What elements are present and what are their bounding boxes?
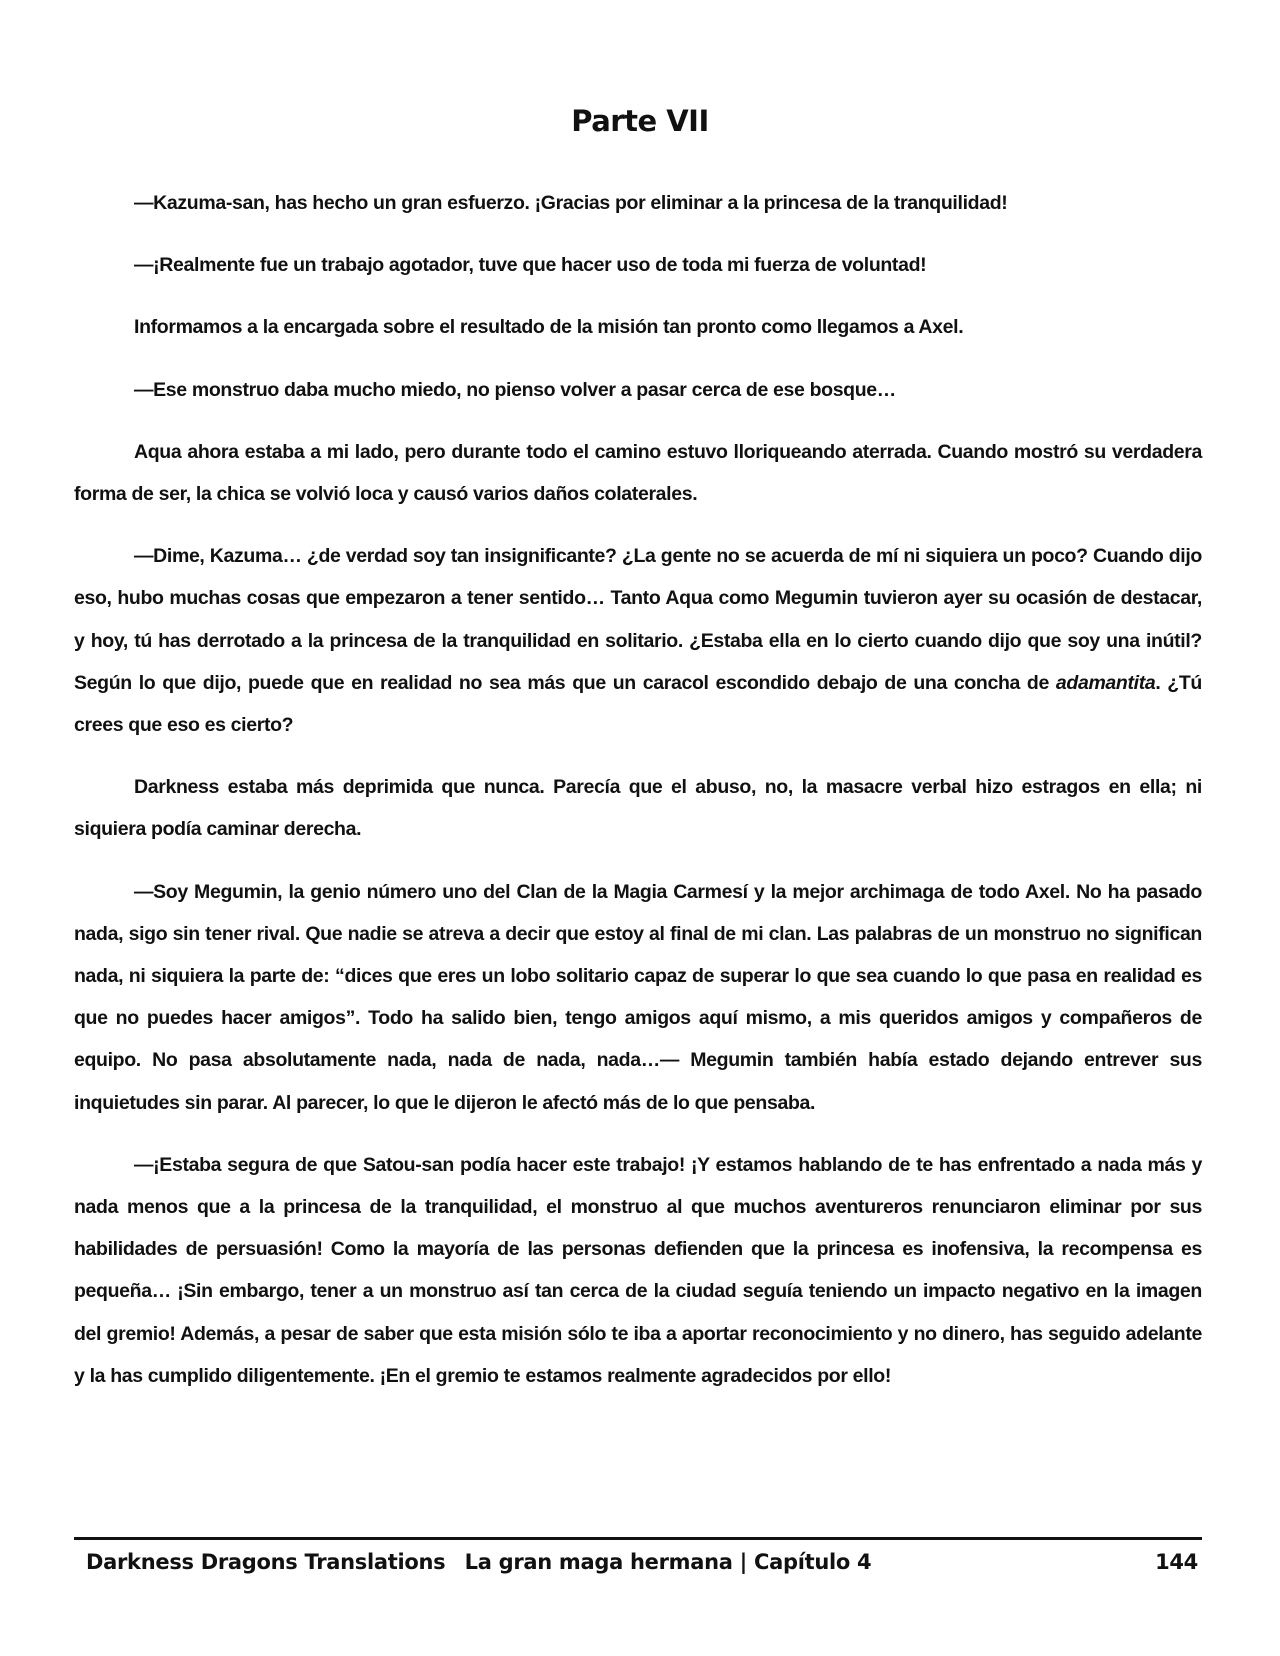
paragraph-4: —Ese monstruo daba mucho miedo, no pienso volver a pasar cerca de ese bosque… [134,378,896,401]
section-heading: Parte VII [571,104,709,138]
paragraph-1: —Kazuma-san, has hecho un gran esfuerzo. ¡Gracias por eliminar a la princesa de la tranquilidad! [134,192,1008,214]
footer-divider [74,1537,1202,1540]
page-footer [74,1550,1202,1582]
paragraph-8: —Soy Megumin, la genio número uno del Clan de la Magia Carmesí y la mejor archimaga de todo Axel. No ha pasado nada, sigo sin tener rival. Que nadie se atreva a decir que estoy al final de mi clan. Las palabras de un monstruo no significan nada, ni siquiera la parte de: “dices que eres un lobo solitario capaz de superar lo que sea cuando lo que pasa en realidad es que no puedes hacer amigos”. Todo ha salido bien, tengo amigos aquí mismo, a mis queridos amigos y compañeros de equipo. No pasa absolutamente nada, nada de nada, nada…— Megumin también había estado dejando entrever sus inquietudes sin parar. Al parecer, lo que le dijeron le afectó más de lo que pensaba. [74,880,1202,1114]
paragraph-5: Aqua ahora estaba a mi lado, pero durante todo el camino estuvo lloriqueando aterrada. Cuando mostró su verdadera forma de ser, la chica se volvió loca y causó varios daños colaterales. [74,440,1202,506]
footer-page-number: 144 [1155,1550,1198,1574]
paragraph-6-after: . ¿Tú crees que eso es cierto? [74,671,1202,737]
footer-center [74,1550,1202,1574]
paragraph-7: Darkness estaba más deprimida que nunca. Parecía que el abuso, no, la masacre verbal hizo estragos en ella; ni siquiera podía caminar derecha. [74,776,1202,841]
paragraph-9: —¡Estaba segura de que Satou-san podía hacer este trabajo! ¡Y estamos hablando de te has enfrentado a nada más y nada menos que a la princesa de la tranquilidad, el monstruo al que muchos aventureros renunciaron eliminar por sus habilidades de persuasión! Como la mayoría de las personas defienden que la princesa es inofensiva, la recompensa es pequeña… ¡Sin embargo, tener a un monstruo así tan cerca de la ciudad seguía teniendo un impacto negativo en la imagen del gremio! Además, a pesar de saber que esta misión sólo te iba a aportar reconocimiento y no dinero, has seguido adelante y la has cumplido diligentemente. ¡En el gremio te estamos realmente agradecidos por ello! [74,1153,1202,1387]
paragraph-6 [74,535,1202,746]
footer-publisher: Darkness Dragons Translations [86,1550,446,1574]
paragraph-3: Informamos a la encargada sobre el resultado de la misión tan pronto como llegamos a Axel. [134,316,964,339]
paragraph-6-italic-term: adamantita [1055,671,1156,694]
paragraph-2: —¡Realmente fue un trabajo agotador, tuve que hacer uso de toda mi fuerza de voluntad! [134,254,927,277]
paragraph-6-before: —Dime, Kazuma… ¿de verdad soy tan insignificante? ¿La gente no se acuerda de mí ni siquiera un poco? Cuando dijo eso, hubo muchas cosas que empezaron a tener sentido… Tanto Aqua como Megumin tuvieron ayer su ocasión de destacar, y hoy, tú has derrotado a la princesa de la tranquilidad en solitario. ¿Estaba ella en lo cierto cuando dijo que soy una inútil? Según lo que dijo, puede que en realidad no sea más que un caracol escondido debajo de una concha de [74,545,1202,694]
footer-book-chapter: La gran maga hermana | Capítulo 4 [464,1550,872,1574]
body-text [74,182,1202,1417]
